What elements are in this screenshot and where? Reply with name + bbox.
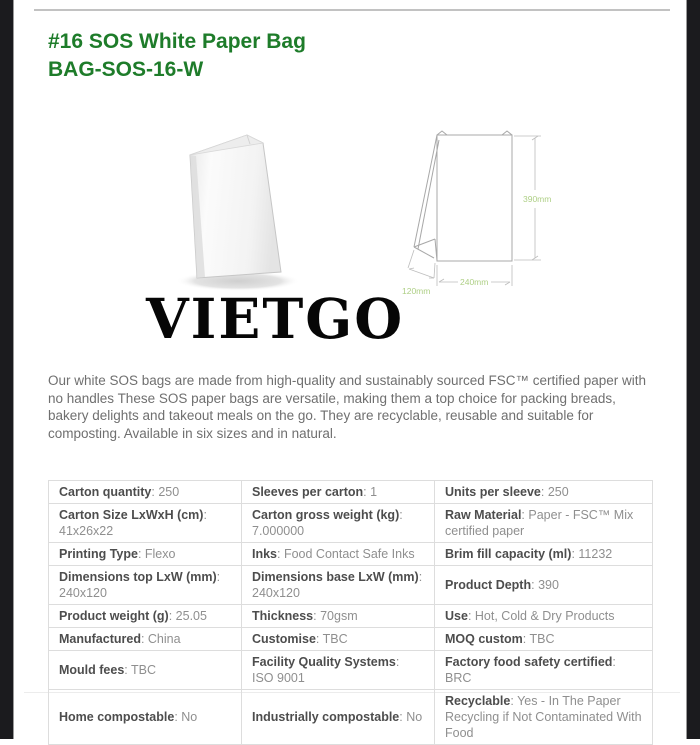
spec-value: 240x120	[59, 586, 107, 600]
spec-separator: :	[571, 547, 579, 561]
spec-label: Dimensions top LxW (mm)	[59, 570, 217, 584]
spec-value: 240x120	[252, 586, 300, 600]
spec-cell-carton-gross-weight	[242, 504, 435, 543]
spec-cell-customise	[242, 628, 435, 651]
table-row	[49, 504, 653, 543]
spec-cell-thickness	[242, 605, 435, 628]
spec-separator: :	[540, 485, 548, 499]
spec-label: Sleeves per carton	[252, 485, 364, 499]
spec-label: Inks	[252, 547, 278, 561]
spec-cell-carton-size	[49, 504, 242, 543]
spec-separator: :	[399, 710, 407, 724]
top-divider	[34, 9, 670, 11]
spec-cell-use	[435, 605, 653, 628]
table-row	[49, 628, 653, 651]
spec-cell-raw-material	[435, 504, 653, 543]
spec-label: Dimensions base LxW (mm)	[252, 570, 419, 584]
page-title	[48, 28, 608, 84]
spec-value: Flexo	[144, 547, 176, 561]
spec-label: Carton quantity	[59, 485, 152, 499]
spec-value: Hot, Cold & Dry Products	[474, 609, 615, 623]
spec-separator: :	[168, 609, 176, 623]
spec-value: Paper - FSC™ Mix certified paper	[445, 508, 634, 538]
vietgo-watermark: VIETGO	[146, 286, 405, 351]
spec-separator: :	[467, 609, 475, 623]
spec-value: Food Contact Safe Inks	[283, 547, 415, 561]
spec-label: MOQ custom	[445, 632, 523, 646]
spec-separator: :	[313, 609, 321, 623]
spec-separator: :	[363, 485, 371, 499]
spec-cell-industrially-compostable	[242, 690, 435, 745]
spec-value: 70gsm	[320, 609, 358, 623]
spec-cell-facility-quality-systems	[242, 651, 435, 690]
spec-label: Product Depth	[445, 578, 532, 592]
spec-cell-units-per-sleeve	[435, 481, 653, 504]
spec-separator: :	[399, 508, 403, 522]
spec-separator: :	[137, 547, 145, 561]
spec-separator: :	[174, 710, 182, 724]
table-row	[49, 543, 653, 566]
spec-label: Mould fees	[59, 663, 125, 677]
spec-label: Manufactured	[59, 632, 141, 646]
left-screen-bezel	[0, 0, 14, 739]
spec-value: Yes - In The Paper Recycling if Not Contaminated With Food	[445, 694, 642, 740]
spec-separator: :	[395, 655, 400, 669]
spec-separator: :	[277, 547, 284, 561]
spec-cell-moq-custom	[435, 628, 653, 651]
spec-label: Use	[445, 609, 468, 623]
spec-value: BRC	[445, 671, 472, 685]
spec-cell-dimensions-top	[49, 566, 242, 605]
right-screen-bezel	[686, 0, 700, 739]
table-row	[49, 566, 653, 605]
spec-label: Factory food safety certified	[445, 655, 613, 669]
spec-value: No	[181, 710, 198, 724]
table-row	[49, 605, 653, 628]
spec-separator: :	[531, 578, 539, 592]
product-name: #16 SOS White Paper Bag	[48, 30, 306, 53]
spec-label: Brim fill capacity (ml)	[445, 547, 572, 561]
spec-cell-brim-fill-capacity	[435, 543, 653, 566]
spec-separator: :	[216, 570, 221, 584]
spec-separator: :	[418, 570, 423, 584]
spec-label: Recyclable	[445, 694, 511, 708]
spec-value: China	[147, 632, 181, 646]
spec-cell-carton-quantity	[49, 481, 242, 504]
spec-cell-home-compostable	[49, 690, 242, 745]
product-photo	[138, 128, 348, 303]
spec-table	[48, 480, 653, 745]
spec-cell-factory-food-safety	[435, 651, 653, 690]
spec-label: Carton Size LxWxH (cm)	[59, 508, 204, 522]
spec-cell-printing-type	[49, 543, 242, 566]
height-dimension-label: 390mm	[523, 194, 552, 204]
spec-separator: :	[140, 632, 148, 646]
spec-value: 1	[370, 485, 378, 499]
spec-value: 25.05	[175, 609, 207, 623]
spec-cell-mould-fees	[49, 651, 242, 690]
spec-value: 390	[538, 578, 559, 592]
spec-value: 41x26x22	[59, 524, 114, 538]
spec-separator: :	[315, 632, 323, 646]
spec-label: Home compostable	[59, 710, 175, 724]
spec-label: Carton gross weight (kg)	[252, 508, 400, 522]
spec-value: No	[406, 710, 423, 724]
spec-separator: :	[522, 632, 530, 646]
spec-value: 250	[158, 485, 180, 499]
spec-separator: :	[151, 485, 159, 499]
spec-separator: :	[612, 655, 616, 669]
spec-cell-sleeves-per-carton	[242, 481, 435, 504]
spec-value: ISO 9001	[252, 671, 305, 685]
paper-bag-photo	[138, 128, 348, 303]
spec-label: Printing Type	[59, 547, 138, 561]
table-row	[49, 651, 653, 690]
spec-cell-inks	[242, 543, 435, 566]
bag-dimension-drawing	[398, 122, 583, 302]
spec-label: Facility Quality Systems	[252, 655, 396, 669]
spec-label: Customise	[252, 632, 316, 646]
depth-dimension-label: 120mm	[402, 286, 431, 296]
table-row	[49, 481, 653, 504]
dimension-diagram	[398, 122, 583, 302]
width-dimension-label: 240mm	[460, 277, 489, 287]
spec-separator: :	[521, 508, 529, 522]
spec-value: 7.000000	[252, 524, 305, 538]
spec-value: 250	[547, 485, 569, 499]
spec-value: TBC	[322, 632, 348, 646]
spec-separator: :	[510, 694, 518, 708]
spec-label: Units per sleeve	[445, 485, 541, 499]
spec-label: Thickness	[252, 609, 314, 623]
spec-cell-product-weight	[49, 605, 242, 628]
spec-value: TBC	[529, 632, 555, 646]
spec-cell-recyclable	[435, 690, 653, 745]
spec-value: 11232	[578, 547, 613, 561]
spec-separator: :	[203, 508, 207, 522]
product-description: Our white SOS bags are made from high-quality and sustainably sourced FSC™ certified paper with no handles These SOS paper bags are versatile, making them a top choice for packing breads, bakery delights and takeout meals on the go. They are recyclable, reusable and suitable for composting. Available in six sizes and in natural.	[48, 373, 647, 441]
spec-label: Industrially compostable	[252, 710, 400, 724]
table-row	[49, 690, 653, 745]
spec-label: Raw Material	[445, 508, 522, 522]
spec-label: Product weight (g)	[59, 609, 169, 623]
spec-separator: :	[124, 663, 132, 677]
spec-cell-manufactured	[49, 628, 242, 651]
spec-cell-product-depth	[435, 566, 653, 605]
product-code: BAG-SOS-16-W	[48, 58, 204, 81]
spec-cell-dimensions-base	[242, 566, 435, 605]
spec-value: TBC	[131, 663, 157, 677]
